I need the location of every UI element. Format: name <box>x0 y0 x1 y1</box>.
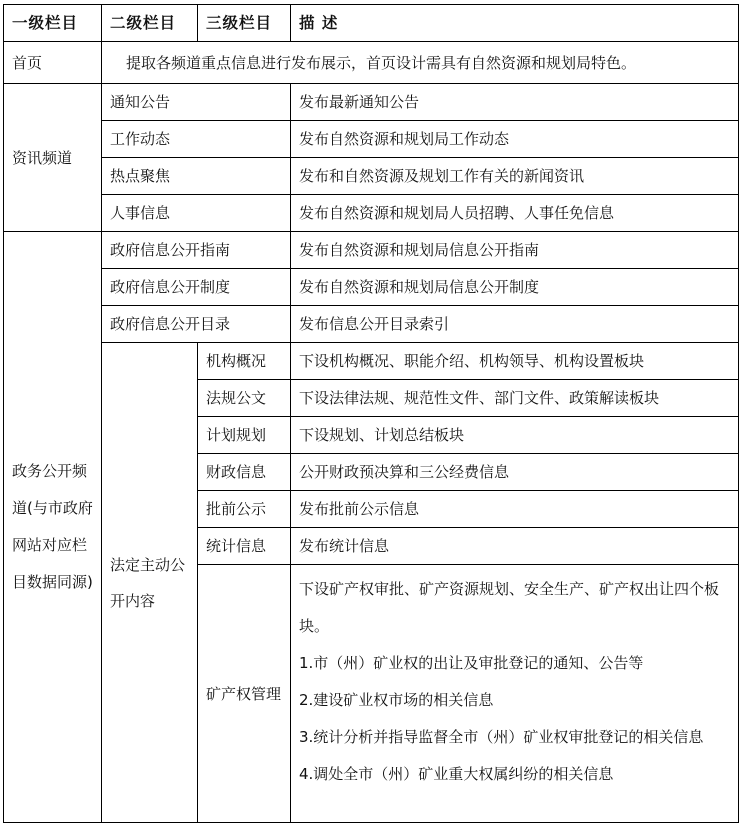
statutory-item-desc: 下设机构概况、职能介绍、机构领导、机构设置板块 <box>291 343 739 380</box>
news-item-label: 人事信息 <box>102 195 291 232</box>
statutory-label: 法定主动公开内容 <box>102 343 198 823</box>
news-item-label: 工作动态 <box>102 121 291 158</box>
gov-item-desc: 发布自然资源和规划局信息公开指南 <box>291 232 739 269</box>
header-level3: 三级栏目 <box>198 5 291 42</box>
table-row <box>4 121 739 158</box>
mining-desc-line: 4.调处全市（州）矿业重大权属纠纷的相关信息 <box>299 765 614 783</box>
gov-item-desc: 发布自然资源和规划局信息公开制度 <box>291 269 739 306</box>
gov-item-desc: 发布信息公开目录索引 <box>291 306 739 343</box>
statutory-item-label: 法规公文 <box>198 380 291 417</box>
table-row <box>4 195 739 232</box>
gov-item-label: 政府信息公开指南 <box>102 232 291 269</box>
table-header-row <box>4 5 739 42</box>
gov-channel-label: 政务公开频道(与市政府网站对应栏目数据同源) <box>4 232 102 823</box>
statutory-item-desc: 发布批前公示信息 <box>291 491 739 528</box>
news-item-label: 通知公告 <box>102 84 291 121</box>
channel-structure-table <box>3 4 739 823</box>
statutory-item-desc: 下设法律法规、规范性文件、部门文件、政策解读板块 <box>291 380 739 417</box>
statutory-item-desc: 发布统计信息 <box>291 528 739 565</box>
homepage-label: 首页 <box>4 42 102 84</box>
header-desc: 描 述 <box>291 5 739 42</box>
table-row <box>4 343 739 380</box>
statutory-item-label: 统计信息 <box>198 528 291 565</box>
table-row <box>4 84 739 121</box>
table-row <box>4 158 739 195</box>
statutory-item-desc: 公开财政预决算和三公经费信息 <box>291 454 739 491</box>
mining-desc-line: 2.建设矿业权市场的相关信息 <box>299 691 494 709</box>
gov-item-label: 政府信息公开目录 <box>102 306 291 343</box>
statutory-item-label: 计划规划 <box>198 417 291 454</box>
table-row <box>4 269 739 306</box>
statutory-item-label: 机构概况 <box>198 343 291 380</box>
statutory-item-desc: 下设规划、计划总结板块 <box>291 417 739 454</box>
table-row <box>4 306 739 343</box>
table-row <box>4 42 739 84</box>
news-item-label: 热点聚焦 <box>102 158 291 195</box>
statutory-item-label: 批前公示 <box>198 491 291 528</box>
mining-label: 矿产权管理 <box>198 565 291 823</box>
homepage-desc: 提取各频道重点信息进行发布展示，首页设计需具有自然资源和规划局特色。 <box>102 42 739 84</box>
gov-item-label: 政府信息公开制度 <box>102 269 291 306</box>
news-item-desc: 发布自然资源和规划局人员招聘、人事任免信息 <box>291 195 739 232</box>
mining-desc <box>291 565 739 823</box>
table-row <box>4 232 739 269</box>
news-item-desc: 发布自然资源和规划局工作动态 <box>291 121 739 158</box>
mining-desc-line: 3.统计分析并指导监督全市（州）矿业权审批登记的相关信息 <box>299 728 704 746</box>
mining-desc-line: 下设矿产权审批、矿产资源规划、安全生产、矿产权出让四个板块。 <box>299 580 720 635</box>
header-level2: 二级栏目 <box>102 5 198 42</box>
news-channel-label: 资讯频道 <box>4 84 102 232</box>
news-item-desc: 发布最新通知公告 <box>291 84 739 121</box>
mining-desc-line: 1.市（州）矿业权的出让及审批登记的通知、公告等 <box>299 654 644 672</box>
news-item-desc: 发布和自然资源及规划工作有关的新闻资讯 <box>291 158 739 195</box>
statutory-item-label: 财政信息 <box>198 454 291 491</box>
header-level1: 一级栏目 <box>4 5 102 42</box>
